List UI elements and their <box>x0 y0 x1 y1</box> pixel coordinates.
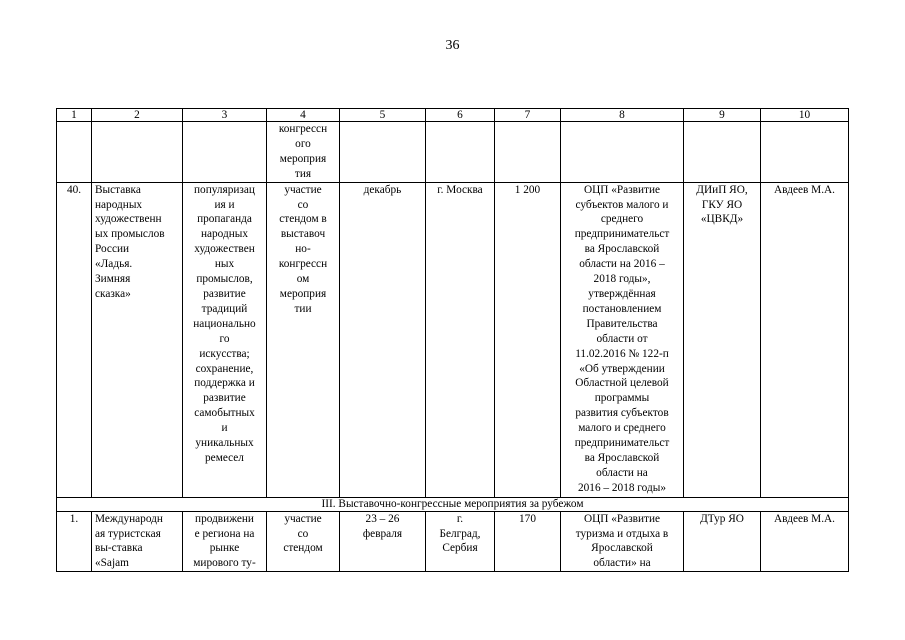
section-row <box>57 497 849 511</box>
executor-cell: ДИиП ЯО, ГКУ ЯО «ЦВКД» <box>684 182 761 497</box>
page-number: 36 <box>445 38 460 53</box>
date-cell: 23 – 26 февраля <box>340 511 426 572</box>
table-row <box>57 182 849 497</box>
format-cell: участие со стендом <box>267 511 340 572</box>
row-number: 40. <box>57 182 92 497</box>
responsible-cell: Авдеев М.А. <box>761 182 849 497</box>
event-name-cell: Выставка народных художественн ых промыслов России «Ладья. Зимняя сказка» <box>92 182 183 497</box>
format-cell: участие со стендом в выставоч но- конгрессн ом мероприя тии <box>267 182 340 497</box>
format-cell: конгрессн ого мероприя тия <box>267 122 340 183</box>
executor-cell: ДТур ЯО <box>684 511 761 572</box>
row-number: 1. <box>57 511 92 572</box>
column-header: 5 <box>340 109 426 122</box>
place-cell: г. Белград, Сербия <box>426 511 495 572</box>
column-header: 2 <box>92 109 183 122</box>
place-cell: г. Москва <box>426 182 495 497</box>
table-row <box>57 511 849 572</box>
column-header: 10 <box>761 109 849 122</box>
events-table <box>56 108 849 572</box>
event-name-cell: Международн ая туристская вы-ставка «Sajam <box>92 511 183 572</box>
column-header: 4 <box>267 109 340 122</box>
continuation-row <box>57 122 849 183</box>
responsible-cell: Авдеев М.А. <box>761 511 849 572</box>
date-cell: декабрь <box>340 182 426 497</box>
column-number-row <box>57 109 849 122</box>
goal-cell: популяризац ия и пропаганда народных художествен ных промыслов, развитие традиций национально го искусства; сохранение, поддержка и развитие самобытных и уникальных ремесел <box>183 182 267 497</box>
funding-source-cell: ОЦП «Развитие субъектов малого и среднего предпринимательст ва Ярославской области на 2016 – 2018 годы», утверждённая постановлением Правительства области от 11.02.2016 № 122-п «Об утверждении Областной целевой программы развития субъектов малого и среднего предпринимательст ва Ярославской области на 2016 – 2018 годы» <box>561 182 684 497</box>
funding-source-cell: ОЦП «Развитие туризма и отдыха в Ярославской области» на <box>561 511 684 572</box>
column-header: 8 <box>561 109 684 122</box>
column-header: 7 <box>495 109 561 122</box>
amount-cell: 170 <box>495 511 561 572</box>
column-header: 1 <box>57 109 92 122</box>
column-header: 9 <box>684 109 761 122</box>
goal-cell: продвижени е региона на рынке мирового ту- <box>183 511 267 572</box>
section-title: III. Выставочно-конгрессные мероприятия за рубежом <box>57 497 849 511</box>
amount-cell: 1 200 <box>495 182 561 497</box>
column-header: 6 <box>426 109 495 122</box>
column-header: 3 <box>183 109 267 122</box>
